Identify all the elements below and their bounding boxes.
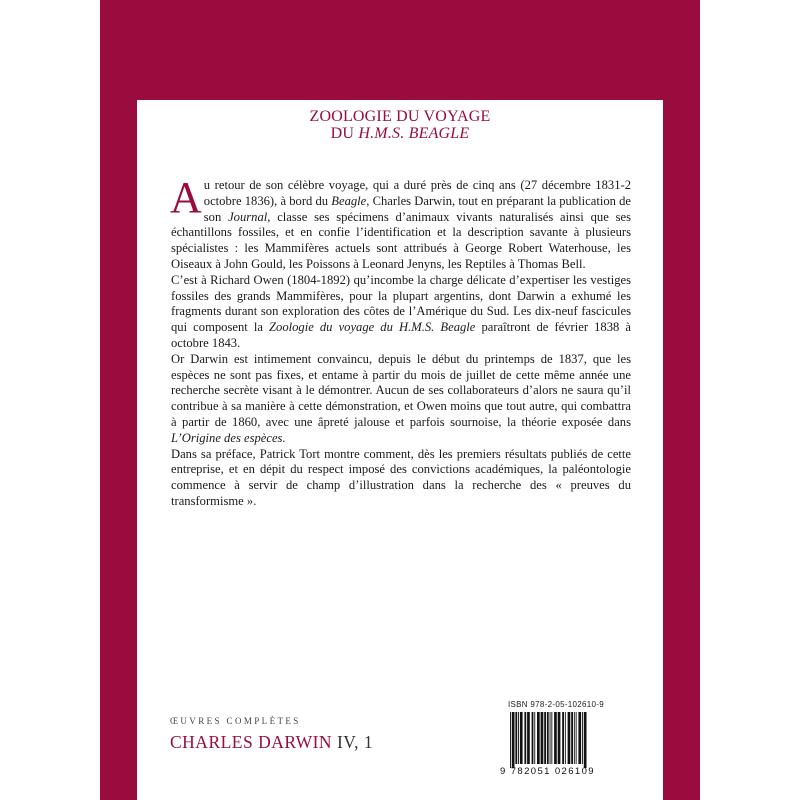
barcode-bar: [562, 712, 564, 764]
barcode-bar: [582, 712, 583, 764]
series-label: ŒUVRES COMPLÈTES: [170, 716, 301, 726]
blurb-paragraph: [171, 352, 631, 447]
barcode-bar: [512, 712, 515, 768]
book-back-cover: [100, 0, 700, 800]
blurb-paragraph: [171, 447, 631, 510]
italic-text-run: Zoologie du voyage du H.M.S. Beagle: [269, 320, 476, 335]
author-line: [170, 732, 373, 753]
title-line-2-ship: H.M.S. BEAGLE: [358, 125, 470, 142]
corner-mark: `: [692, 582, 695, 591]
barcode-bar: [584, 712, 587, 768]
barcode-bar: [510, 712, 511, 768]
text-run: , classe ses spécimens d’animaux vivants naturalisés ainsi que ses échantillons fossiles, et en confie l’identification et la description savante à plusieurs spécialistes : les Mammifères actuels sont attribués à George Robert Waterhouse, les Oiseaux à John Gould, les Poissons à Leonard Jenyns, les Reptiles à Thomas Bell.: [171, 209, 631, 271]
barcode-bar: [571, 712, 573, 764]
barcode-bar: [520, 712, 523, 764]
barcode-bar: [576, 712, 577, 764]
isbn-label: ISBN 978-2-05-102610-9: [508, 700, 604, 709]
barcode-area: [500, 700, 628, 785]
blurb-paragraph: [171, 273, 631, 352]
author-name: CHARLES DARWIN: [170, 732, 333, 752]
italic-text-run: L’Origine des espèces.: [171, 430, 286, 445]
text-run: C’est à Richard Owen (1804-1892) qu’incombe la charge délicate d’expertiser les vestiges fossiles des grands Mammifères, pour la plupart argentins, dont Darwin a exhumé les fragments durant son exploration des côtes de l’Amérique du Sud. Les dix-neuf fascicules qui composent la: [171, 272, 631, 335]
text-run: , Charles Darwin, tout en préparant la publication de son: [203, 193, 631, 224]
barcode-bar: [550, 712, 551, 764]
title-line-2: [137, 125, 663, 142]
barcode-bar: [541, 712, 544, 764]
italic-text-run: Beagle: [331, 193, 367, 208]
title-line-2-prefix: DU: [330, 125, 359, 142]
barcode-bar: [578, 712, 581, 764]
text-run: Dans sa préface, Patrick Tort montre comment, dès les premiers résultats publiés de cette entreprise, et en dépit du respect imposé des convictions académiques, la paléontologie commence à servir de champ d’illustration dans la recherche des « preuves du transformisme ».: [171, 446, 631, 508]
barcode-bar: [565, 712, 566, 764]
barcode-bar: [554, 712, 557, 764]
barcode-digits: 9 782051 026109: [500, 766, 595, 777]
barcode-bar: [574, 712, 575, 764]
italic-text-run: Journal: [228, 209, 268, 224]
barcode-bar: [537, 712, 540, 764]
text-run: u retour de son célèbre voyage, qui a duré près de cinq ans (27 décembre 1831-2 octobre 1836), à bord du: [203, 178, 631, 208]
book-title: [137, 108, 663, 142]
barcode-bar: [518, 712, 519, 764]
barcode-bars: [508, 712, 628, 768]
barcode-bar: [547, 712, 549, 764]
content-panel: [137, 100, 663, 800]
barcode-bar: [534, 712, 535, 764]
barcode-bar: [544, 712, 546, 764]
top-color-band: [100, 0, 700, 100]
barcode-bar: [551, 712, 552, 764]
barcode-bar: [532, 712, 534, 764]
blurb-text: [170, 173, 631, 510]
right-color-border: [663, 100, 700, 800]
left-color-border: [100, 100, 137, 800]
barcode-bar: [515, 712, 517, 764]
barcode-bar: [527, 712, 530, 764]
title-line-1: ZOOLOGIE DU VOYAGE: [309, 108, 491, 125]
barcode-bar: [558, 712, 561, 764]
barcode-bar: [568, 712, 571, 764]
blurb-paragraph: [170, 173, 631, 273]
text-run: Or Darwin est intimement convaincu, depuis le début du printemps de 1837, que les espèces ne sont pas fixes, et entame à partir du mois de juillet de cette même année une recherche secrète visant à le démontrer. Aucun de ses collaborateurs d’alors ne saura qu’il contribue à sa manière à cette démonstration, et Owen moins que tout autre, qui combattra à partir de 1860, avec une âpreté jalouse et parfois sournoise, la théorie exposée dans: [171, 351, 631, 429]
text-run: paraîtront de février 1838 à octobre 1843.: [171, 320, 631, 350]
volume-number: IV, 1: [336, 732, 374, 752]
drop-cap-letter: A: [170, 173, 202, 222]
barcode-bar: [524, 712, 526, 764]
